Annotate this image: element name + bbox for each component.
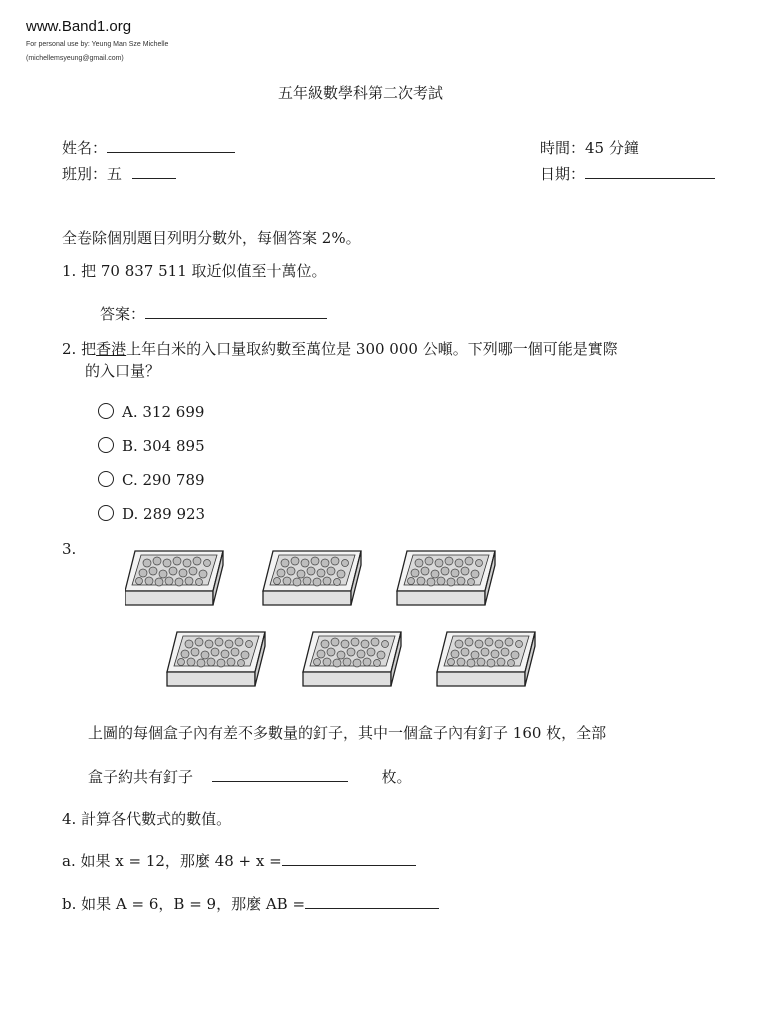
option-value: 304 895 [142,437,205,455]
option-letter: B. [122,437,138,455]
email-note: (michellemsyeung@gmail.com) [26,55,124,62]
option-value: 290 789 [142,471,205,489]
name-field [62,137,235,158]
q4b-answer-blank[interactable] [305,907,439,909]
radio-icon[interactable] [98,437,114,453]
q1-answer [100,303,327,324]
q2-text-post: 上年白米的入口量取約數至萬位是 300 000 公噸。下列哪一個可能是實際 [126,340,618,358]
q1-number: 1. [62,262,77,280]
q4b-label: b. [62,895,77,913]
q2-text-pre: 把 [81,340,97,358]
q2-option-a[interactable] [98,403,204,421]
q4b-text: 如果 A = 6，B = 9，那麼 AB = [81,895,306,913]
question-4 [62,808,231,829]
nail-box [167,632,265,686]
q3-text-pre: 盒子約共有釘子 [88,768,194,786]
site-name: www.Band1.org [26,18,132,35]
q2-option-b[interactable] [98,437,205,455]
name-blank[interactable] [107,151,235,153]
q1-answer-label: 答案： [100,305,146,323]
q4-part-a [62,850,416,871]
q3-text-line2 [88,766,412,787]
radio-icon[interactable] [98,471,114,487]
option-letter: C. [122,471,138,489]
radio-icon[interactable] [98,403,114,419]
q2-text-line2: 的入口量？ [85,362,161,380]
q3-text-line1: 上圖的每個盒子內有差不多數量的釘子，其中一個盒子內有釘子 160 枚，全部 [88,724,607,742]
option-letter: D. [122,505,139,523]
q4a-label: a. [62,852,76,870]
option-letter: A. [122,403,138,421]
name-label: 姓名： [62,139,108,157]
q3-text-post: 枚。 [381,768,412,786]
question-2 [62,338,618,359]
nail-boxes-illustration [125,548,545,696]
instructions: 全卷除個別題目列明分數外，每個答案 2%。 [62,229,361,247]
nail-box [125,551,223,605]
q1-answer-blank[interactable] [145,317,327,319]
exam-title: 五年級數學科第二次考試 [278,84,444,102]
nail-box [437,632,535,686]
q2-option-c[interactable] [98,471,205,489]
class-field [62,163,176,184]
class-blank[interactable] [132,177,176,179]
personal-use-note: For personal use by: Yeung Man Sze Michelle [26,41,169,48]
option-value: 312 699 [142,403,205,421]
nail-box [263,551,361,605]
q4-part-b [62,893,439,914]
option-value: 289 923 [143,505,206,523]
date-label: 日期： [540,165,586,183]
class-label: 班別：五 [62,165,123,183]
question-1 [62,260,327,281]
q4-number: 4. [62,810,77,828]
q3-answer-blank[interactable] [212,780,348,782]
nail-box [303,632,401,686]
radio-icon[interactable] [98,505,114,521]
q2-number: 2. [62,340,77,358]
date-blank[interactable] [585,177,715,179]
q3-number: 3. [62,540,77,558]
q1-text: 把 70 837 511 取近似值至十萬位。 [81,262,327,280]
time-label: 時間：45 分鐘 [540,139,639,157]
q4-text: 計算各代數式的數值。 [81,810,232,828]
q2-option-d[interactable] [98,505,205,523]
q4a-answer-blank[interactable] [282,864,416,866]
nail-box [397,551,495,605]
q2-place-name: 香港 [96,340,127,358]
date-field [540,163,715,184]
q4a-text: 如果 x = 12，那麼 48 + x = [80,852,282,870]
